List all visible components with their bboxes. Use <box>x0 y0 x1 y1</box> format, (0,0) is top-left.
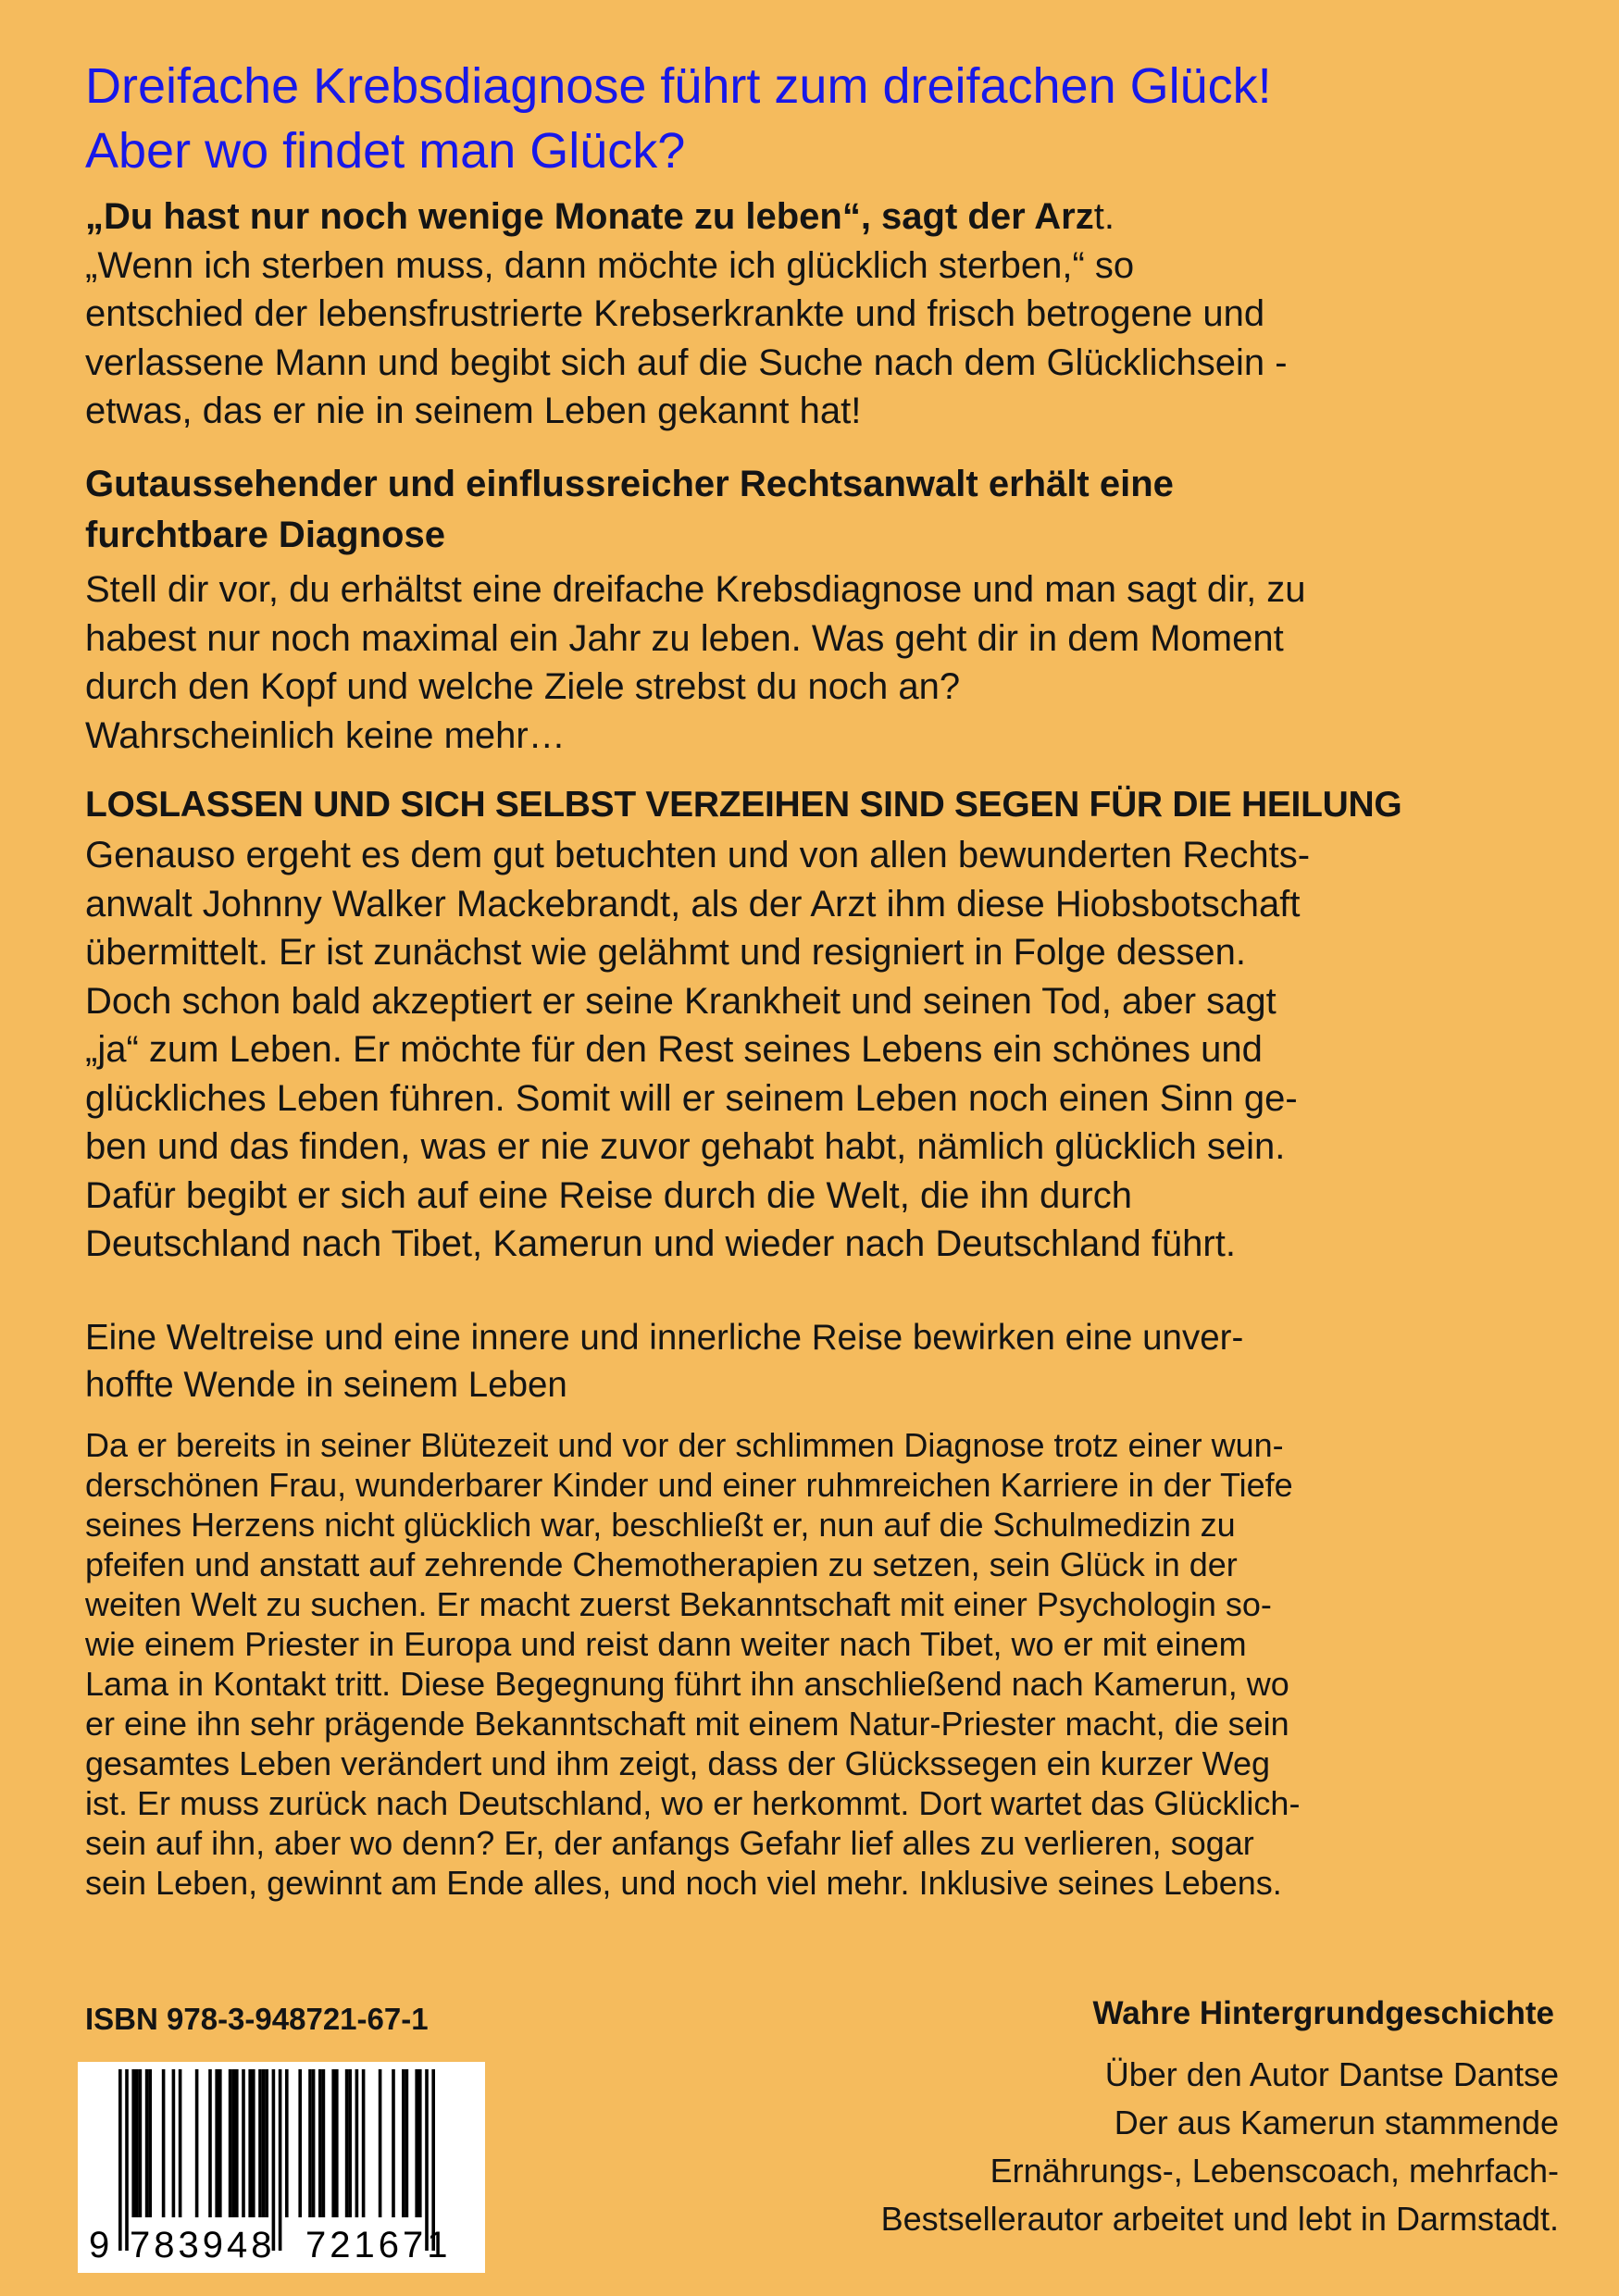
paragraph-line: gesamtes Leben verändert und ihm zeigt, dass der Glückssegen ein kurzer Weg <box>85 1744 1271 1782</box>
paragraph-line: übermittelt. Er ist zunächst wie gelähmt und resigniert in Folge dessen. <box>85 932 1246 973</box>
barcode-bar <box>312 2069 316 2217</box>
paragraph-line: glückliches Leben führen. Somit will er seinem Leben noch einen Sinn ge- <box>85 1077 1298 1119</box>
barcode-bar <box>331 2069 335 2217</box>
paragraph-line: durch den Kopf und welche Ziele strebst du noch an? <box>85 666 961 707</box>
paragraph-line: pfeifen und anstatt auf zehrende Chemotherapien zu setzen, sein Glück in der <box>85 1545 1238 1583</box>
barcode-bar <box>392 2069 395 2217</box>
barcode-bar <box>248 2069 252 2217</box>
author-bio-line: Über den Autor Dantse Dantse <box>1104 2055 1559 2093</box>
paragraph-line: „ja“ zum Leben. Er möchte für den Rest seines Lebens ein schönes und <box>85 1029 1263 1070</box>
barcode-bar <box>258 2069 262 2217</box>
paragraph-line: Lama in Kontakt tritt. Diese Begegnung führt ihn anschließend nach Kamerun, wo <box>85 1665 1289 1703</box>
paragraph-line: Stell dir vor, du erhältst eine dreifache Krebsdiagnose und man sagt dir, zu <box>85 569 1306 610</box>
intro-line: verlassene Mann und begibt sich auf die Suche nach dem Glücklichsein - <box>85 341 1288 383</box>
paragraph-line: habest nur noch maximal ein Jahr zu leben. Was geht dir in dem Moment <box>85 617 1284 659</box>
paragraph-line: seines Herzens nicht glücklich war, beschließt er, nun auf die Schulmedizin zu <box>85 1506 1236 1544</box>
barcode-bar <box>402 2069 405 2217</box>
barcode-bar <box>285 2069 289 2217</box>
barcode-bar <box>431 2069 435 2251</box>
barcode-bar <box>229 2069 232 2217</box>
barcode-bar <box>318 2069 322 2217</box>
barcode-bar <box>215 2069 218 2217</box>
section-paragraph-story <box>85 831 1585 1269</box>
paragraph-line: Dafür begibt er sich auf eine Reise durch die Welt, die ihn durch <box>85 1174 1132 1216</box>
barcode-bar <box>298 2069 302 2217</box>
author-bio-line: Der aus Kamerun stammende <box>1114 2104 1559 2141</box>
barcode-bar <box>242 2069 245 2217</box>
paragraph-line: derschönen Frau, wunderbarer Kinder und einer ruhmreichen Karriere in der Tiefe <box>85 1466 1293 1504</box>
barcode-bar <box>195 2069 199 2217</box>
paragraph-line: weiten Welt zu suchen. Er macht zuerst Bekanntschaft mit einer Psychologin so- <box>85 1585 1272 1623</box>
barcode-bar <box>179 2069 182 2217</box>
barcode-bar <box>145 2069 149 2217</box>
barcode-bar <box>405 2069 409 2217</box>
barcode-bar <box>335 2069 339 2217</box>
paragraph-line: Eine Weltreise und eine innere und innerliche Reise bewirken eine unver- <box>85 1318 1244 1358</box>
barcode-bar <box>345 2069 349 2217</box>
title-line-2: Aber wo findet man Glück? <box>85 123 686 179</box>
heading-line: LOSLASSEN UND SICH SELBST VERZEIHEN SIND SEGEN FÜR DIE HEILUNG <box>85 785 1402 825</box>
paragraph-line: Wahrscheinlich keine mehr… <box>85 714 566 756</box>
doctor-quote-bold: „Du hast nur noch wenige Monate zu leben“, sagt der Arz <box>85 196 1094 237</box>
barcode-bar <box>418 2069 422 2217</box>
barcode-bar <box>362 2069 366 2217</box>
doctor-quote <box>85 192 1585 242</box>
section-paragraph-world-trip <box>85 1314 1585 1409</box>
intro-line: entschied der lebensfrustrierte Krebserkrankte und frisch betrogene und <box>85 293 1265 334</box>
section-paragraph-journey <box>85 1425 1585 1903</box>
section-paragraph-imagine <box>85 565 1585 760</box>
intro-paragraph <box>85 192 1585 436</box>
barcode-bar <box>322 2069 326 2217</box>
barcode-bar <box>279 2069 282 2251</box>
barcode-bar <box>231 2069 235 2217</box>
paragraph-line: er eine ihn sehr prägende Bekanntschaft mit einem Natur-Priester macht, die sein <box>85 1705 1289 1743</box>
paragraph-line: sein auf ihn, aber wo denn? Er, der anfangs Gefahr lief alles zu verlieren, sogar <box>85 1824 1254 1862</box>
paragraph-line: Genauso ergeht es dem gut betuchten und von allen bewunderten Rechts- <box>85 835 1311 875</box>
title-line-1: Dreifache Krebsdiagnose führt zum dreifachen Glück! <box>85 58 1272 114</box>
isbn-barcode <box>78 2062 485 2273</box>
paragraph-line: Da er bereits in seiner Blütezeit und vor der schlimmen Diagnose trotz einer wun- <box>85 1426 1284 1464</box>
barcode-bar <box>265 2069 268 2217</box>
intro-line: „Wenn ich sterben muss, dann möchte ich glücklich sterben,“ so <box>85 244 1135 286</box>
intro-line: etwas, das er nie in seinem Leben gekannt hat! <box>85 391 862 431</box>
barcode-bar <box>172 2069 176 2217</box>
barcode-bar <box>208 2069 212 2217</box>
barcode-bar <box>235 2069 239 2217</box>
author-bio-line: Bestsellerautor arbeitet und lebt in Darmstadt. <box>880 2200 1559 2238</box>
doctor-quote-tail: t. <box>1093 196 1115 237</box>
barcode-bar <box>379 2069 382 2217</box>
barcode-bar <box>262 2069 266 2217</box>
paragraph-line: ist. Er muss zurück nach Deutschland, wo er herkommt. Dort wartet das Glücklich- <box>85 1784 1301 1822</box>
paragraph-line: sein Leben, gewinnt am Ende alles, und noch viel mehr. Inklusive seines Lebens. <box>85 1864 1282 1902</box>
barcode-bar <box>135 2069 139 2217</box>
paragraph-line: ben und das finden, was er nie zuvor gehabt habt, nämlich glücklich sein. <box>85 1126 1286 1167</box>
barcode-bar <box>355 2069 359 2217</box>
author-bio-line: Ernährungs-, Lebenscoach, mehrfach- <box>990 2152 1559 2190</box>
barcode-bar <box>118 2069 122 2251</box>
paragraph-line: hoffte Wende in seinem Leben <box>85 1365 567 1405</box>
barcode-bar <box>148 2069 152 2217</box>
barcode-digits <box>78 2225 485 2269</box>
author-bio <box>633 2051 1559 2243</box>
barcode-bar <box>425 2069 429 2251</box>
barcode-digits-group-1: 783948 <box>130 2225 276 2265</box>
paragraph-line: Doch schon bald akzeptiert er seine Krankheit und seinen Tod, aber sagt <box>85 980 1277 1022</box>
barcode-bar <box>415 2069 418 2217</box>
heading-line: furchtbare Diagnose <box>85 515 445 555</box>
section-heading-letting-go <box>85 782 1585 828</box>
isbn-number: ISBN 978-3-948721-67-1 <box>85 2002 429 2036</box>
heading-line: Gutaussehender und einflussreicher Rechtsanwalt erhält eine <box>85 464 1174 504</box>
cover-title <box>85 54 1585 183</box>
author-section-heading: Wahre Hintergrundgeschichte <box>1092 1995 1554 2031</box>
barcode-bar <box>125 2069 129 2251</box>
barcode-bar <box>308 2069 312 2217</box>
paragraph-line: Deutschland nach Tibet, Kamerun und wieder nach Deutschland führt. <box>85 1223 1236 1264</box>
barcode-bar <box>218 2069 222 2217</box>
barcode-bar <box>131 2069 135 2217</box>
barcode-bar <box>139 2069 143 2217</box>
barcode-digits-group-2: 721671 <box>305 2225 452 2265</box>
barcode-bar <box>252 2069 255 2217</box>
barcode-digit-first: 9 <box>89 2225 110 2265</box>
barcode-bar <box>348 2069 352 2217</box>
barcode-bar <box>162 2069 166 2217</box>
section-heading-lawyer <box>85 459 1585 561</box>
paragraph-line: wie einem Priester in Europa und reist dann weiter nach Tibet, wo er mit einem <box>85 1625 1247 1663</box>
barcode-bar <box>272 2069 276 2251</box>
paragraph-line: anwalt Johnny Walker Mackebrandt, als der Arzt ihm diese Hiobsbotschaft <box>85 883 1301 925</box>
